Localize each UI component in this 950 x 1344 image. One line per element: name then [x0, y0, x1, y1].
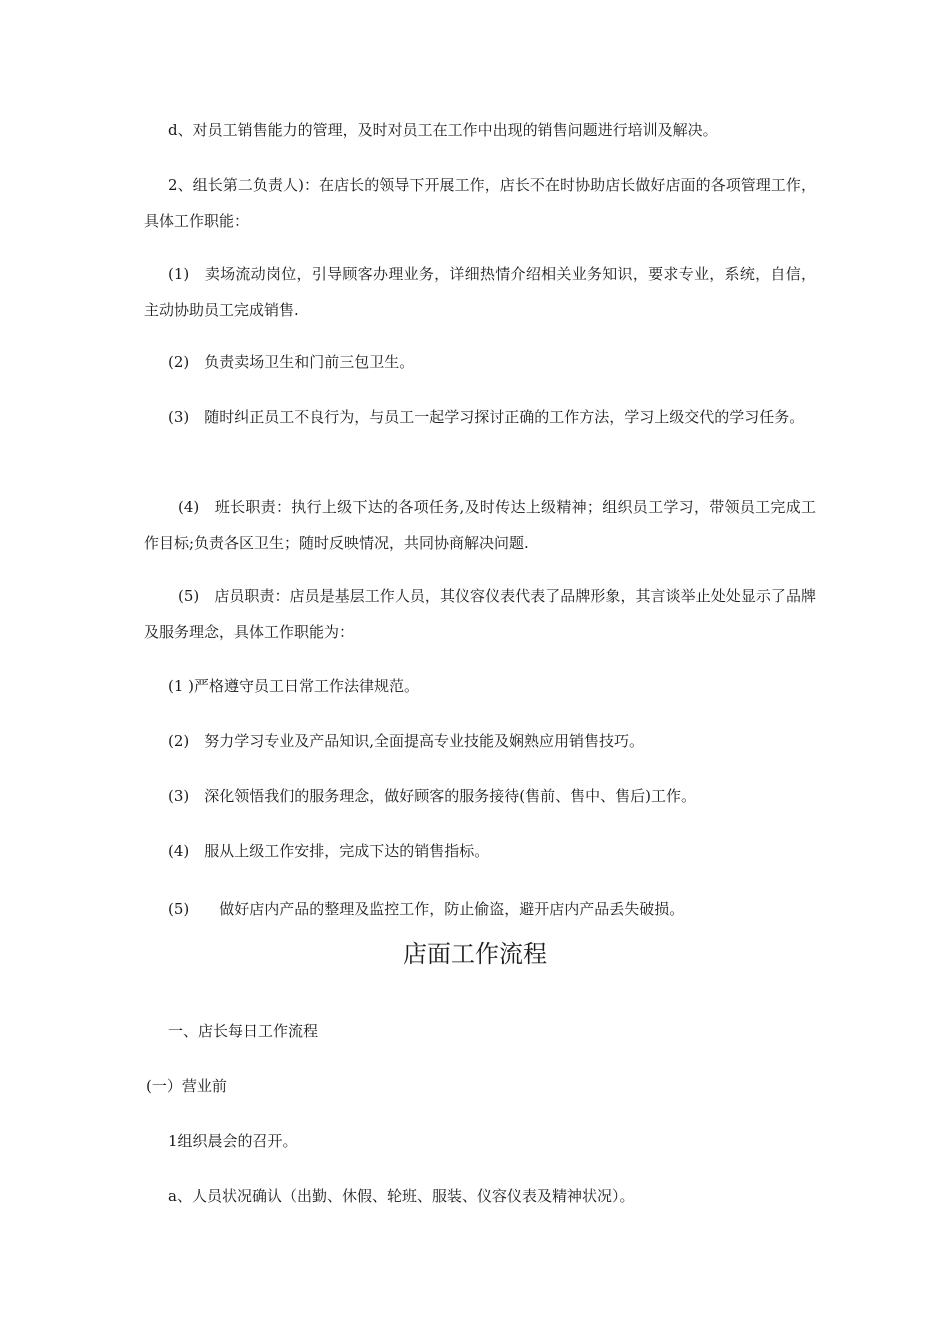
paragraph-sales-ability: d、对员工销售能力的管理，及时对员工在工作中出现的销售问题进行培训及解决。	[168, 121, 718, 139]
paragraph-clerk-duty-3: (3) 深化领悟我们的服务理念，做好顾客的服务接待(售前、售中、售后)工作。	[168, 787, 696, 805]
paragraph-clerk-duty-2: (2) 努力学习专业及产品知识,全面提高专业技能及娴熟应用销售技巧。	[168, 732, 645, 750]
paragraph-before-business: (一）营业前	[146, 1077, 227, 1095]
paragraph-item-3: (3) 随时纠正员工不良行为，与员工一起学习探讨正确的工作方法，学习上级交代的学习任务。	[168, 408, 805, 426]
paragraph-item-5-clerk: (5) 店员职责：店员是基层工作人员，其仪容仪表代表了品牌形象，其言谈举止处处显示了品牌及服务理念，具体工作职能为：	[144, 587, 816, 641]
section-title: 店面工作流程	[403, 940, 547, 968]
paragraph-staff-status: a、人员状况确认（出勤、休假、轮班、服装、仪容仪表及精神状况）。	[168, 1187, 635, 1205]
paragraph-item-4-shift-leader: (4) 班长职责：执行上级下达的各项任务,及时传达上级精神；组织员工学习，带领员工完成工作目标;负责各区卫生；随时反映情况，共同协商解决问题.	[144, 498, 816, 552]
paragraph-team-leader: 2、组长第二负责人)：在店长的领导下开展工作，店长不在时协助店长做好店面的各项管理工作，具体工作职能：	[144, 176, 816, 230]
paragraph-item-1: (1) 卖场流动岗位，引导顾客办理业务，详细热情介绍相关业务知识，要求专业，系统，自信，主动协助员工完成销售.	[144, 265, 816, 319]
paragraph-clerk-duty-1: (1 )严格遵守员工日常工作法律规范。	[168, 677, 420, 695]
paragraph-morning-meeting: 1组织晨会的召开。	[168, 1132, 298, 1150]
paragraph-clerk-duty-4: (4) 服从上级工作安排，完成下达的销售指标。	[168, 842, 490, 860]
paragraph-item-2: (2) 负责卖场卫生和门前三包卫生。	[168, 353, 415, 371]
paragraph-store-manager-daily: 一、店长每日工作流程	[168, 1022, 319, 1040]
paragraph-clerk-duty-5: (5) 做好店内产品的整理及监控工作，防止偷盗，避开店内产品丢失破损。	[168, 900, 685, 918]
